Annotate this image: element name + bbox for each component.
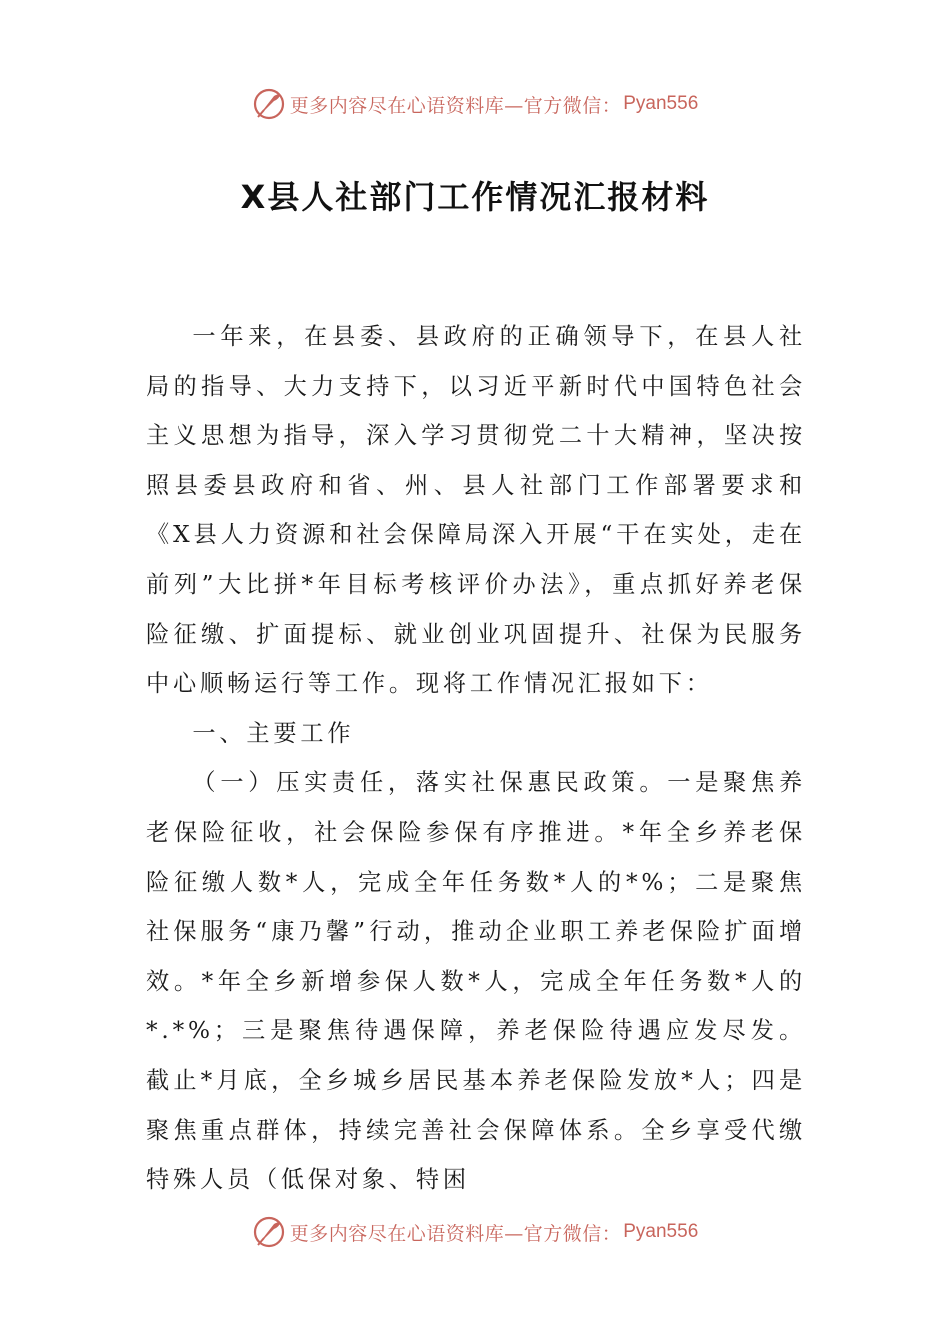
watermark-header [0,84,950,124]
document-body [146,312,806,1205]
quill-pen-logo-icon [252,1215,286,1249]
subsection-paragraph-1: （一）压实责任，落实社保惠民政策。一是聚焦养老保险征收，社会保险参保有序推进。*年全乡养老保险征缴人数*人，完成全年任务数*人的*%；二是聚焦社保服务“康乃馨”行动，推动企业职工养老保险扩面增效。*年全乡新增参保人数*人，完成全年任务数*人的*.*%；三是聚焦待遇保障，养老保险待遇应发尽发。截止*月底，全乡城乡居民基本养老保险发放*人；四是聚焦重点群体，持续完善社会保障体系。全乡享受代缴特殊人员（低保对象、特困 [146,769,806,1194]
document-title: X县人社部门工作情况汇报材料 [240,178,710,216]
watermark-footer [0,1212,950,1252]
watermark-wechat-id: Pyan556 [623,1221,699,1242]
section-heading-main-work: 一、主要工作 [192,719,355,747]
watermark-text: 更多内容尽在心语资料库—官方微信： [289,94,622,117]
watermark-text: 更多内容尽在心语资料库—官方微信： [289,1222,622,1245]
quill-pen-logo-icon [252,87,286,121]
intro-paragraph: 一年来，在县委、县政府的正确领导下，在县人社局的指导、大力支持下，以习近平新时代中国特色社会主义思想为指导，深入学习贯彻党二十大精神，坚决按照县委县政府和省、州、县人社部门工作部署要求和《X县人力资源和社会保障局深入开展“干在实处，走在前列”大比拼*年目标考核评价办法》，重点抓好养老保险征缴、扩面提标、就业创业巩固提升、社保为民服务中心顺畅运行等工作。现将工作情况汇报如下： [146,323,806,698]
watermark-wechat-id: Pyan556 [623,93,699,114]
